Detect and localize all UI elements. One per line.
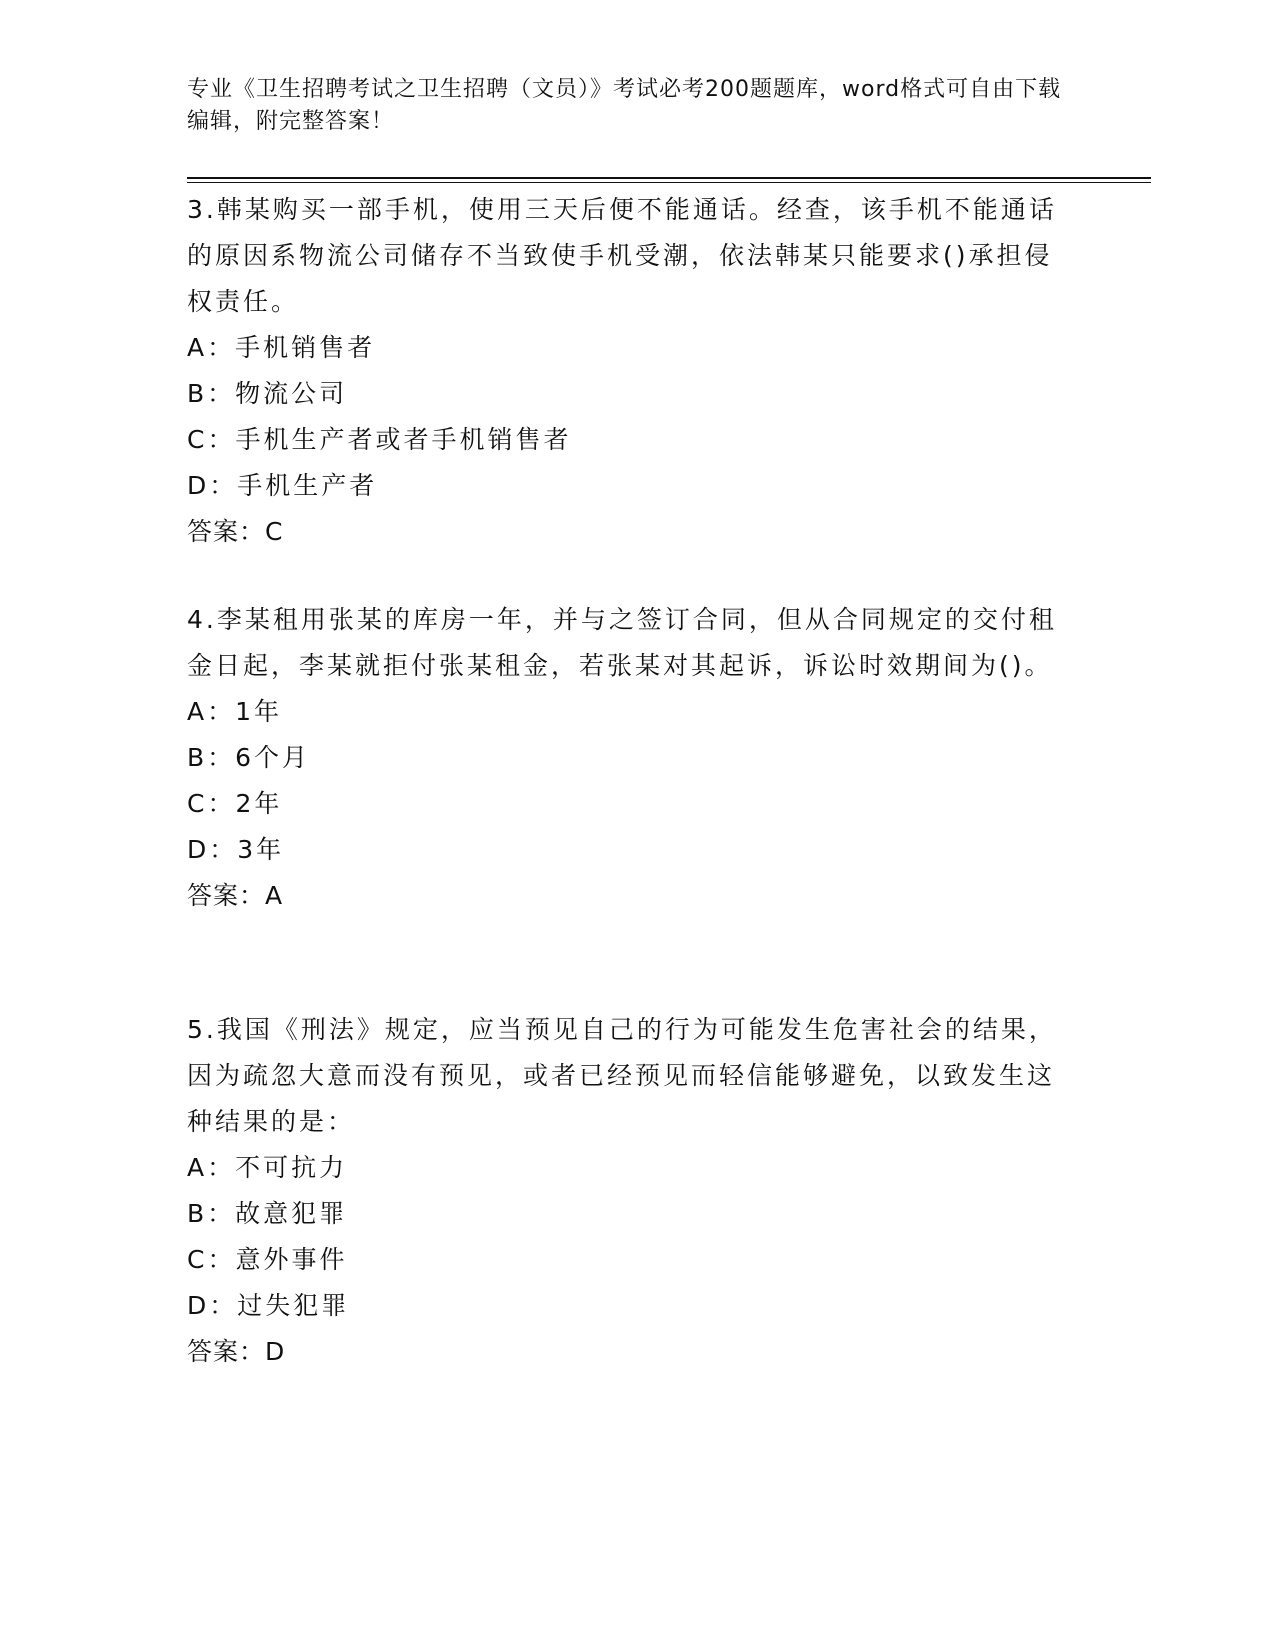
header-divider-thin bbox=[187, 182, 1151, 183]
question-stem: 5.我国《刑法》规定，应当预见自己的行为可能发生危害社会的结果，因为疏忽大意而没有预见，或者已经预见而轻信能够避免，以致发生这种结果的是： bbox=[187, 1015, 1057, 1136]
question-stem: 3.韩某购买一部手机，使用三天后便不能通话。经查，该手机不能通话的原因系物流公司储存不当致使手机受潮，依法韩某只能要求()承担侵权责任。 bbox=[187, 195, 1057, 316]
option-d: D：过失犯罪 bbox=[187, 1291, 350, 1320]
question-stem: 4.李某租用张某的库房一年，并与之签订合同，但从合同规定的交付租金日起，李某就拒付张某租金，若张某对其起诉，诉讼时效期间为()。 bbox=[187, 605, 1057, 680]
question-3 bbox=[187, 187, 1057, 555]
option-d: D：3年 bbox=[187, 835, 285, 864]
option-b: B：物流公司 bbox=[187, 379, 348, 408]
answer-line: 答案：D bbox=[187, 1337, 286, 1366]
option-c: C：手机生产者或者手机销售者 bbox=[187, 425, 572, 454]
answer-line: 答案：A bbox=[187, 881, 284, 910]
question-4 bbox=[187, 597, 1057, 919]
option-a: A：1年 bbox=[187, 697, 283, 726]
option-c: C：意外事件 bbox=[187, 1245, 348, 1274]
document-header: 专业《卫生招聘考试之卫生招聘（文员）》考试必考200题题库，word格式可自由下载编辑，附完整答案！ bbox=[187, 77, 1062, 134]
option-b: B：故意犯罪 bbox=[187, 1199, 348, 1228]
option-c: C：2年 bbox=[187, 789, 283, 818]
answer-line: 答案：C bbox=[187, 517, 284, 546]
question-5 bbox=[187, 1007, 1057, 1375]
option-a: A：手机销售者 bbox=[187, 333, 376, 362]
header-divider-thick bbox=[187, 177, 1151, 179]
option-a: A：不可抗力 bbox=[187, 1153, 348, 1182]
option-b: B：6个月 bbox=[187, 743, 311, 772]
option-d: D：手机生产者 bbox=[187, 471, 378, 500]
